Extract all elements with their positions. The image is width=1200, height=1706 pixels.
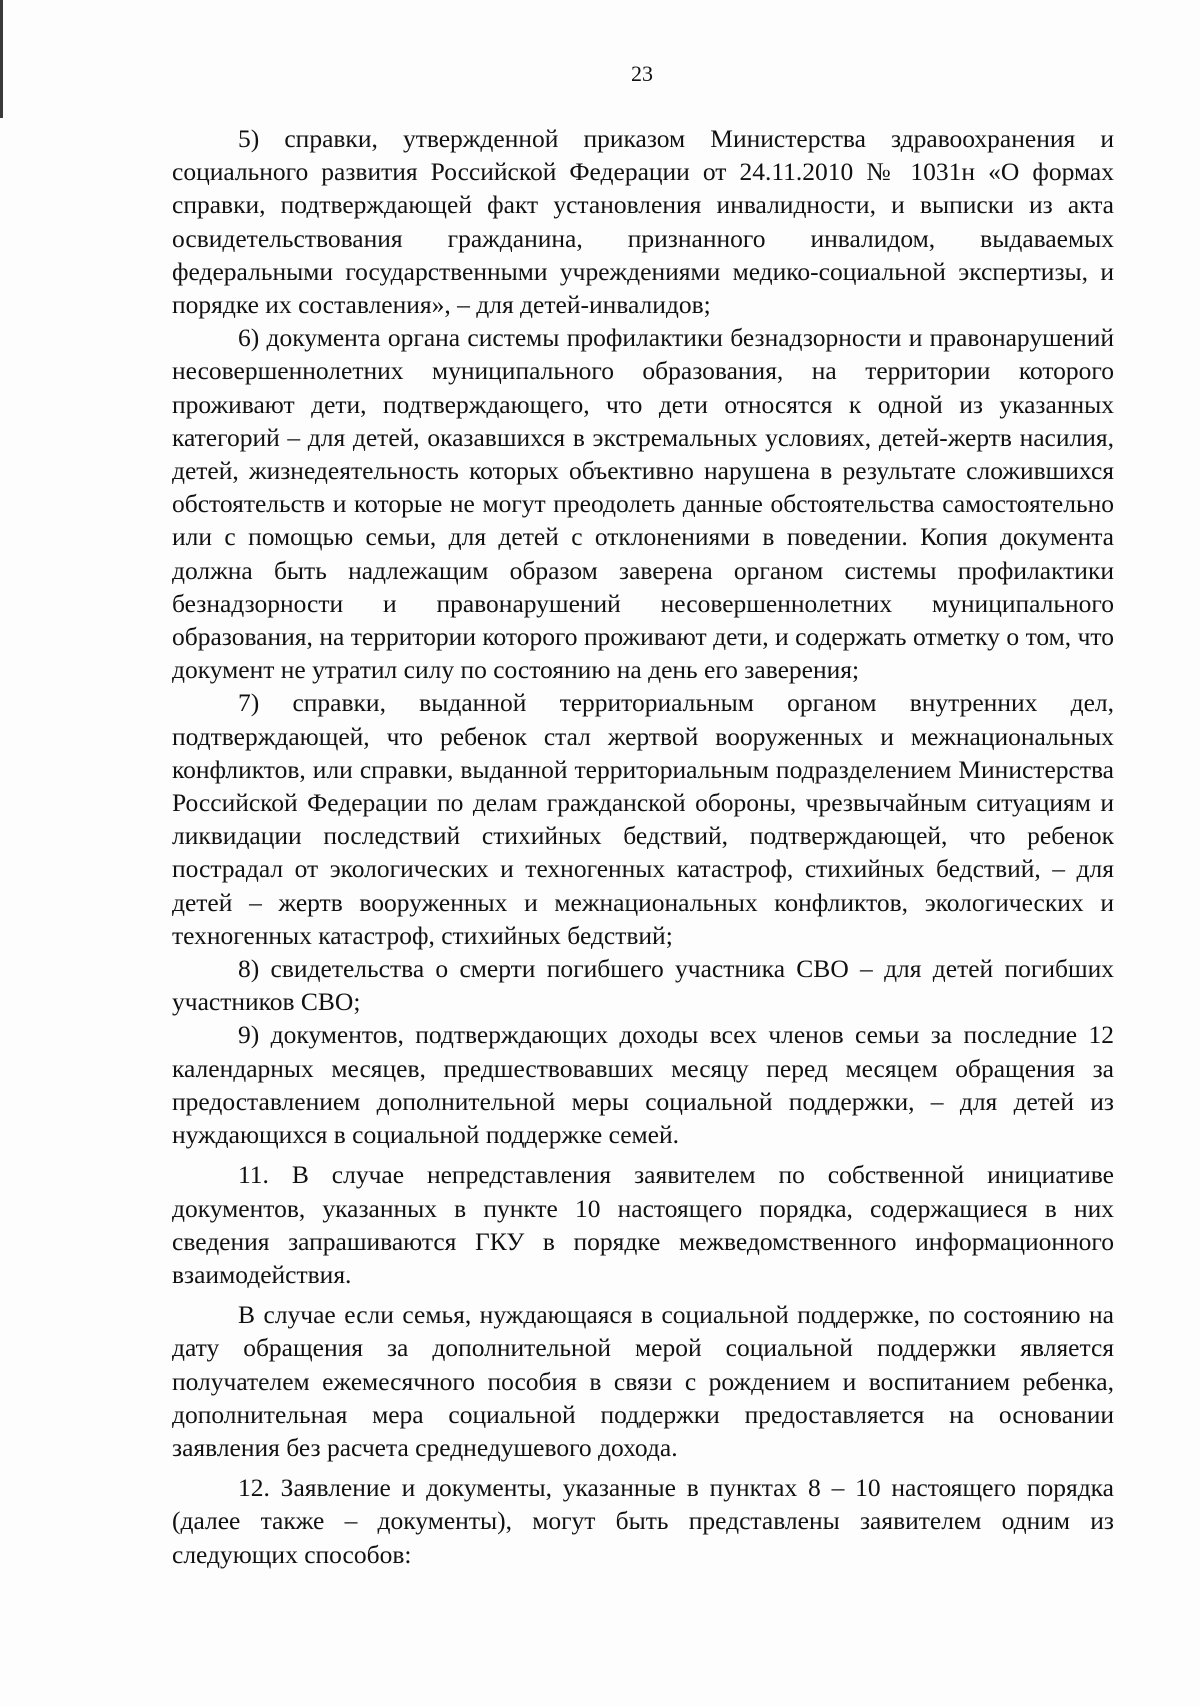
paragraph-item-8: 8) свидетельства о смерти погибшего участника СВО – для детей погибших участников СВО; — [172, 954, 1114, 1017]
scan-edge-mark — [0, 0, 3, 118]
paragraph-item-5: 5) справки, утвержденной приказом Министерства здравоохранения и социального развития Российской Федерации от 24.11.2010 № 1031н «О формах справки, подтверждающей факт установления инвалидности, и выписки из акта освидетельствования гражданина, признанного инвалидом, выдаваемых федеральными государственными учреждениями медико-социальной экспертизы, и порядке их составления», – для детей-инвалидов; — [172, 124, 1114, 320]
paragraph-item-9: 9) документов, подтверждающих доходы всех членов семьи за последние 12 календарных месяцев, предшествовавших месяцу перед месяцем обращения за предоставлением дополнительной меры социальной поддержки, – для детей из нуждающихся в социальной поддержке семей. — [172, 1020, 1114, 1150]
paragraph-clause-11: 11. В случае непредставления заявителем по собственной инициативе документов, указанных в пункте 10 настоящего порядка, содержащиеся в них сведения запрашиваются ГКУ в порядке межведомственного информационного взаимодействия. — [172, 1160, 1114, 1289]
paragraph-clause-12: 12. Заявление и документы, указанные в пунктах 8 – 10 настоящего порядка (далее также – документы), могут быть представлены заявителем одним из следующих способов: — [172, 1473, 1114, 1569]
page-number: 23 — [631, 61, 653, 86]
paragraph-clause-11-continued: В случае если семья, нуждающаяся в социальной поддержке, по состоянию на дату обращения за дополнительной мерой социальной поддержки является получателем ежемесячного пособия в связи с рождением и воспитанием ребенка, дополнительная мера социальной поддержки предоставляется на основании заявления без расчета среднедушевого дохода. — [172, 1300, 1114, 1462]
document-body — [172, 122, 1114, 1571]
paragraph-item-6: 6) документа органа системы профилактики безнадзорности и правонарушений несовершеннолетних муниципального образования, на территории которого проживают дети, подтверждающего, что дети относятся к одной из указанных категорий – для детей, оказавшихся в экстремальных условиях, детей-жертв насилия, детей, жизнедеятельность которых объективно нарушена в результате сложившихся обстоятельств и которые не могут преодолеть данные обстоятельства самостоятельно или с помощью семьи, для детей с отклонениями в поведении. Копия документа должна быть надлежащим образом заверена органом системы профилактики безнадзорности и правонарушений несовершеннолетних муниципального образования, на территории которого проживают дети, и содержать отметку о том, что документ не утратил силу по состоянию на день его заверения; — [172, 323, 1114, 685]
paragraph-item-7: 7) справки, выданной территориальным органом внутренних дел, подтверждающей, что ребенок стал жертвой вооруженных и межнациональных конфликтов, или справки, выданной территориальным подразделением Министерства Российской Федерации по делам гражданской обороны, чрезвычайным ситуациям и ликвидации последствий стихийных бедствий, подтверждающей, что ребенок пострадал от экологических и техногенных катастроф, стихийных бедствий, – для детей – жертв вооруженных и межнациональных конфликтов, экологических и техногенных катастроф, стихийных бедствий; — [172, 688, 1114, 950]
